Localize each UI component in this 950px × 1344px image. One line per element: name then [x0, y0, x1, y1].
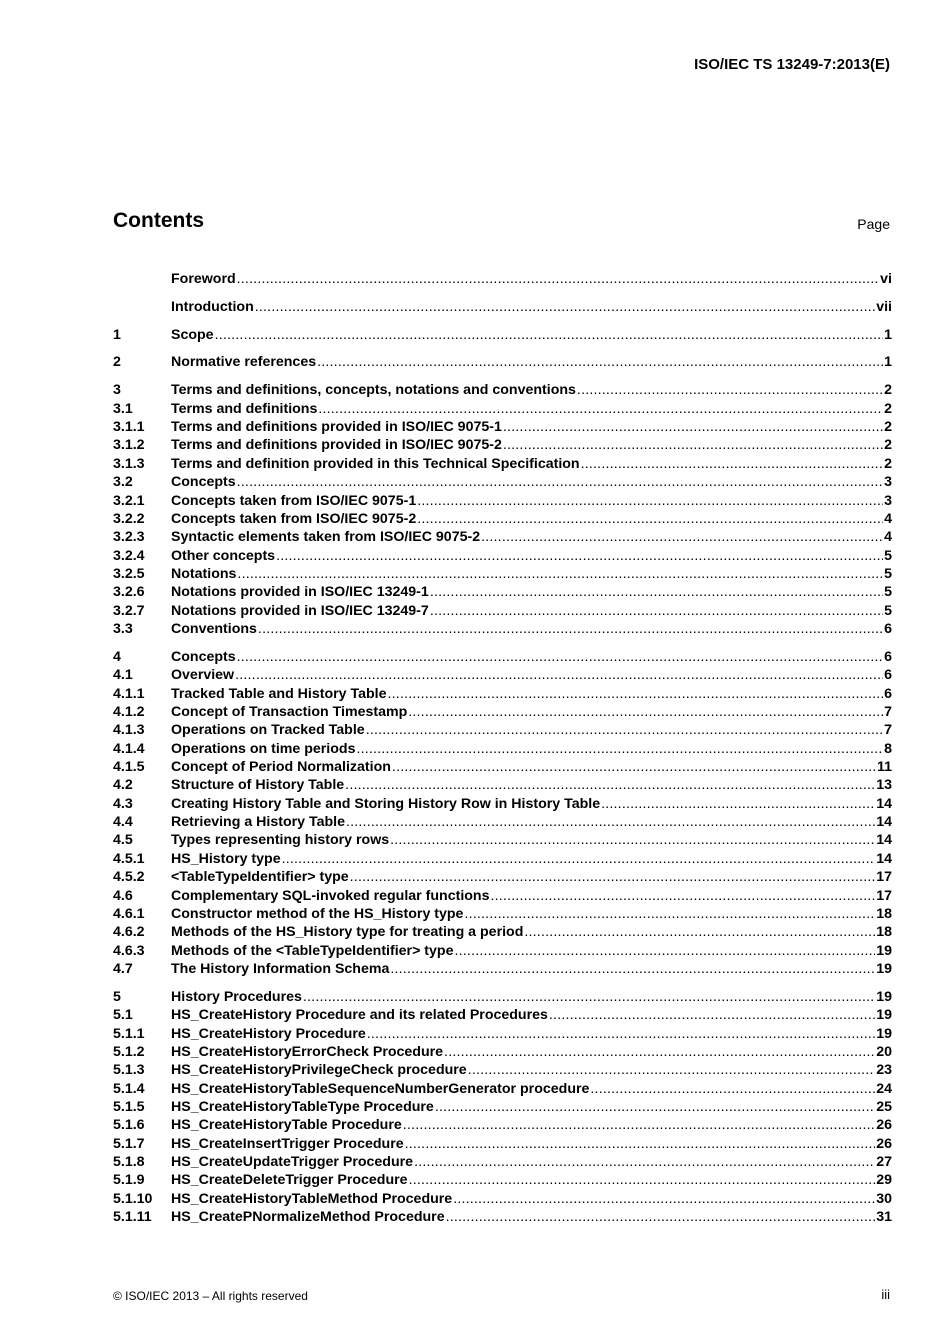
toc-entry-title: Operations on time periods — [171, 741, 356, 757]
toc-entry-number: 5.1.4 — [113, 1081, 145, 1097]
toc-entry-number: 4.1.4 — [113, 741, 145, 757]
toc-entry-number: 4.6.2 — [113, 924, 145, 940]
footer-page-number: iii — [881, 1287, 890, 1302]
toc-entry-page: 20 — [876, 1044, 892, 1060]
toc-entry[interactable] — [113, 1061, 892, 1079]
toc-entry[interactable] — [113, 492, 892, 510]
toc-entry-number: 4.6 — [113, 888, 133, 904]
toc-entry-title: Terms and definition provided in this Technical Specification — [171, 456, 580, 472]
toc-entry-number: 4.5.2 — [113, 869, 145, 885]
toc-dot-leader — [464, 905, 875, 923]
toc-dot-leader — [444, 1043, 875, 1061]
toc-entry-title: HS_CreateUpdateTrigger Procedure — [171, 1154, 414, 1170]
toc-entry-page: 23 — [876, 1062, 892, 1078]
toc-entry[interactable] — [113, 850, 892, 868]
toc-entry-page: 29 — [876, 1172, 892, 1188]
toc-entry[interactable] — [113, 942, 892, 960]
toc-entry-title: Normative references — [171, 354, 317, 370]
toc-entry[interactable] — [113, 455, 892, 473]
toc-entry[interactable] — [113, 381, 892, 399]
toc-entry-title: The History Information Schema — [171, 961, 390, 977]
toc-entry[interactable] — [113, 740, 892, 758]
toc-entry-title: HS_CreateHistoryTableSequenceNumberGenerator procedure — [171, 1081, 590, 1097]
toc-dot-leader — [601, 795, 875, 813]
toc-entry-number: 4.4 — [113, 814, 133, 830]
toc-entry-title: Notations provided in ISO/IEC 13249-1 — [171, 584, 429, 600]
toc-entry-page: 19 — [876, 943, 892, 959]
toc-entry-page: 19 — [876, 961, 892, 977]
toc-entry[interactable] — [113, 353, 892, 371]
toc-entry[interactable] — [113, 887, 892, 905]
toc-entry-number: 3.2.6 — [113, 584, 145, 600]
toc-entry[interactable] — [113, 1043, 892, 1061]
toc-entry-title: Scope — [171, 327, 214, 343]
toc-entry[interactable] — [113, 795, 892, 813]
toc-entry-page: 2 — [884, 419, 892, 435]
toc-entry-page: 5 — [884, 603, 892, 619]
toc-entry[interactable] — [113, 666, 892, 684]
toc-dot-leader — [405, 1135, 876, 1153]
toc-dot-leader — [403, 1116, 875, 1134]
toc-entry[interactable] — [113, 758, 892, 776]
toc-entry-number: 5.1.7 — [113, 1136, 145, 1152]
toc-dot-leader — [581, 455, 884, 473]
toc-dot-leader — [435, 1098, 875, 1116]
toc-entry-title: Terms and definitions provided in ISO/IEC 9075-1 — [171, 419, 502, 435]
toc-entry[interactable] — [113, 776, 892, 794]
toc-dot-leader — [390, 960, 875, 978]
toc-entry-number: 5.1.9 — [113, 1172, 145, 1188]
toc-entry-number: 5.1 — [113, 1007, 133, 1023]
toc-entry-page: 17 — [876, 869, 892, 885]
toc-entry-title: HS_CreateHistoryPrivilegeCheck procedure — [171, 1062, 467, 1078]
toc-dot-leader — [237, 648, 883, 666]
toc-entry-title: HS_CreateHistory Procedure and its related Procedures — [171, 1007, 548, 1023]
toc-entry[interactable] — [113, 988, 892, 1006]
toc-entry[interactable] — [113, 270, 892, 288]
toc-entry-number: 5.1.10 — [113, 1191, 153, 1207]
toc-entry[interactable] — [113, 1098, 892, 1116]
toc-entry-title: Concepts taken from ISO/IEC 9075-2 — [171, 511, 417, 527]
toc-entry[interactable] — [113, 298, 892, 316]
toc-entry-number: 4.1.5 — [113, 759, 145, 775]
toc-entry[interactable] — [113, 1208, 892, 1226]
toc-dot-leader — [388, 685, 884, 703]
toc-entry-title: Structure of History Table — [171, 777, 345, 793]
toc-entry-title: Terms and definitions provided in ISO/IEC 9075-2 — [171, 437, 502, 453]
toc-entry-number: 3.2 — [113, 474, 133, 490]
toc-entry-title: HS_CreateDeleteTrigger Procedure — [171, 1172, 408, 1188]
toc-dot-leader — [345, 776, 875, 794]
toc-entry-page: 18 — [876, 906, 892, 922]
toc-entry-title: Complementary SQL-invoked regular functions — [171, 888, 490, 904]
toc-entry-number: 3.2.2 — [113, 511, 145, 527]
toc-entry-page: 5 — [884, 548, 892, 564]
toc-dot-leader — [454, 942, 875, 960]
toc-entry-page: 26 — [876, 1117, 892, 1133]
toc-dot-leader — [235, 666, 883, 684]
contents-title: Contents — [113, 209, 204, 232]
toc-entry[interactable] — [113, 648, 892, 666]
toc-entry-number: 4.5.1 — [113, 851, 145, 867]
toc-entry-page: 11 — [877, 759, 892, 775]
toc-dot-leader — [317, 353, 883, 371]
toc-dot-leader — [414, 1153, 875, 1171]
toc-entry-number: 4.6.3 — [113, 943, 145, 959]
toc-entry-title: Notations provided in ISO/IEC 13249-7 — [171, 603, 429, 619]
toc-entry-page: 26 — [876, 1136, 892, 1152]
document-id: ISO/IEC TS 13249-7:2013(E) — [694, 56, 890, 73]
toc-entry[interactable] — [113, 1153, 892, 1171]
toc-entry-title: Introduction — [171, 299, 254, 315]
toc-entry-page: 14 — [876, 796, 892, 812]
toc-entry-page: 2 — [884, 401, 892, 417]
toc-entry-page: 5 — [884, 584, 892, 600]
toc-dot-leader — [356, 740, 883, 758]
toc-entry[interactable] — [113, 1006, 892, 1024]
toc-entry-page: 4 — [884, 529, 892, 545]
toc-entry-title: Concepts taken from ISO/IEC 9075-1 — [171, 493, 417, 509]
toc-dot-leader — [366, 721, 883, 739]
toc-entry-page: 3 — [884, 493, 892, 509]
toc-entry-page: 6 — [884, 649, 892, 665]
toc-entry-title: HS_CreateHistoryErrorCheck Procedure — [171, 1044, 444, 1060]
toc-entry-page: vi — [880, 271, 892, 287]
toc-entry-number: 5.1.1 — [113, 1026, 145, 1042]
toc-dot-leader — [417, 492, 883, 510]
toc-entry[interactable] — [113, 528, 892, 546]
toc-entry-number: 3.2.1 — [113, 493, 145, 509]
toc-entry-page: 3 — [884, 474, 892, 490]
toc-entry-title: History Procedures — [171, 989, 302, 1005]
toc-entry[interactable] — [113, 436, 892, 454]
toc-entry-title: Concept of Period Normalization — [171, 759, 391, 775]
toc-entry-title: Concepts — [171, 474, 236, 490]
toc-entry-page: 14 — [876, 832, 892, 848]
toc-entry-page: 8 — [884, 741, 892, 757]
toc-dot-leader — [481, 528, 883, 546]
toc-dot-leader — [276, 547, 883, 565]
toc-entry-number: 3.3 — [113, 621, 133, 637]
toc-entry[interactable] — [113, 547, 892, 565]
toc-entry-page: 2 — [884, 437, 892, 453]
toc-entry-title: <TableTypeIdentifier> type — [171, 869, 349, 885]
toc-entry-page: 2 — [884, 382, 892, 398]
toc-dot-leader — [491, 887, 876, 905]
toc-entry[interactable] — [113, 1171, 892, 1189]
toc-dot-leader — [549, 1006, 875, 1024]
toc-entry-number: 1 — [113, 327, 121, 343]
toc-dot-leader — [237, 270, 880, 288]
toc-entry-page: 25 — [876, 1099, 892, 1115]
toc-entry-title: Methods of the <TableTypeIdentifier> type — [171, 943, 454, 959]
toc-entry-page: 17 — [876, 888, 892, 904]
toc-entry-title: Types representing history rows — [171, 832, 390, 848]
toc-entry-title: HS_CreateHistory Procedure — [171, 1026, 366, 1042]
toc-entry-number: 3.1 — [113, 401, 133, 417]
toc-dot-leader — [258, 620, 883, 638]
toc-entry-title: HS_History type — [171, 851, 281, 867]
toc-dot-leader — [503, 418, 883, 436]
toc-dot-leader — [590, 1080, 875, 1098]
toc-dot-leader — [237, 565, 883, 583]
toc-entry-page: 6 — [884, 686, 892, 702]
toc-entry-number: 3.2.4 — [113, 548, 145, 564]
footer-copyright: © ISO/IEC 2013 – All rights reserved — [113, 1289, 308, 1303]
toc-entry[interactable] — [113, 620, 892, 638]
toc-dot-leader — [237, 473, 883, 491]
toc-entry-title: HS_CreatePNormalizeMethod Procedure — [171, 1209, 445, 1225]
toc-entry-title: Methods of the HS_History type for treating a period — [171, 924, 524, 940]
toc-entry-title: Foreword — [171, 271, 236, 287]
toc-entry[interactable] — [113, 721, 892, 739]
toc-entry-page: 14 — [876, 851, 892, 867]
toc-dot-leader — [503, 436, 883, 454]
toc-dot-leader — [390, 831, 875, 849]
toc-entry[interactable] — [113, 1135, 892, 1153]
toc-entry[interactable] — [113, 703, 892, 721]
toc-entry-title: HS_CreateHistoryTable Procedure — [171, 1117, 402, 1133]
toc-entry-number: 4.6.1 — [113, 906, 145, 922]
toc-entry[interactable] — [113, 905, 892, 923]
toc-dot-leader — [346, 813, 875, 831]
toc-entry-page: 1 — [884, 327, 892, 343]
toc-entry-title: Conventions — [171, 621, 257, 637]
toc-entry-number: 2 — [113, 354, 121, 370]
toc-entry-number: 3.1.3 — [113, 456, 145, 472]
toc-entry-title: Concept of Transaction Timestamp — [171, 704, 408, 720]
toc-entry[interactable] — [113, 1190, 892, 1208]
toc-entry[interactable] — [113, 831, 892, 849]
toc-entry-title: Other concepts — [171, 548, 276, 564]
toc-entry-page: 6 — [884, 667, 892, 683]
toc-entry-number: 3 — [113, 382, 121, 398]
toc-entry-page: 27 — [876, 1154, 892, 1170]
toc-entry[interactable] — [113, 400, 892, 418]
toc-entry-page: 5 — [884, 566, 892, 582]
toc-dot-leader — [430, 602, 883, 620]
toc-dot-leader — [409, 1171, 876, 1189]
toc-dot-leader — [350, 868, 876, 886]
toc-entry-page: 24 — [876, 1081, 892, 1097]
toc-entry-page: 19 — [876, 1026, 892, 1042]
toc-entry-title: Retrieving a History Table — [171, 814, 345, 830]
toc-entry[interactable] — [113, 418, 892, 436]
toc-entry-title: Constructor method of the HS_History type — [171, 906, 464, 922]
toc-dot-leader — [446, 1208, 876, 1226]
toc-entry[interactable] — [113, 1080, 892, 1098]
toc-entry-number: 5.1.5 — [113, 1099, 145, 1115]
toc-entry-title: Concepts — [171, 649, 236, 665]
toc-dot-leader — [408, 703, 883, 721]
toc-entry-page: 19 — [876, 989, 892, 1005]
toc-entry-title: Creating History Table and Storing History Row in History Table — [171, 796, 601, 812]
toc-entry-number: 3.1.1 — [113, 419, 145, 435]
toc-entry-number: 5.1.11 — [113, 1209, 152, 1225]
toc-entry-title: Syntactic elements taken from ISO/IEC 9075-2 — [171, 529, 481, 545]
toc-entry-page: 4 — [884, 511, 892, 527]
toc-entry-page: 18 — [876, 924, 892, 940]
toc-entry-page: 14 — [876, 814, 892, 830]
toc-entry[interactable] — [113, 565, 892, 583]
toc-entry-title: Terms and definitions, concepts, notations and conventions — [171, 382, 576, 398]
toc-entry[interactable] — [113, 583, 892, 601]
toc-dot-leader — [282, 850, 876, 868]
toc-dot-leader — [417, 510, 883, 528]
toc-entry[interactable] — [113, 813, 892, 831]
toc-entry-title: HS_CreateInsertTrigger Procedure — [171, 1136, 404, 1152]
toc-entry-page: 6 — [884, 621, 892, 637]
toc-entry[interactable] — [113, 685, 892, 703]
toc-entry[interactable] — [113, 1116, 892, 1134]
toc-entry[interactable] — [113, 602, 892, 620]
toc-entry-page: 30 — [876, 1191, 892, 1207]
toc-dot-leader — [468, 1061, 876, 1079]
toc-entry-title: HS_CreateHistoryTableType Procedure — [171, 1099, 434, 1115]
toc-entry-number: 4.3 — [113, 796, 133, 812]
toc-entry-number: 4.1.3 — [113, 722, 145, 738]
toc-dot-leader — [430, 583, 883, 601]
toc-entry[interactable] — [113, 1025, 892, 1043]
toc-entry-title: Overview — [171, 667, 235, 683]
toc-entry-title: Tracked Table and History Table — [171, 686, 387, 702]
toc-entry-title: Operations on Tracked Table — [171, 722, 365, 738]
toc-dot-leader — [303, 988, 875, 1006]
toc-entry-number: 4 — [113, 649, 121, 665]
toc-entry-number: 4.1.2 — [113, 704, 145, 720]
toc-entry-page: 7 — [884, 722, 892, 738]
toc-dot-leader — [392, 758, 876, 776]
toc-entry-number: 3.1.2 — [113, 437, 145, 453]
toc-entry[interactable] — [113, 868, 892, 886]
toc-entry-page: 31 — [876, 1209, 892, 1225]
toc-entry-number: 3.2.5 — [113, 566, 145, 582]
toc-entry-page: 7 — [884, 704, 892, 720]
toc-dot-leader — [318, 400, 883, 418]
toc-entry-number: 5.1.3 — [113, 1062, 145, 1078]
toc-dot-leader — [453, 1190, 875, 1208]
toc-entry-number: 3.2.7 — [113, 603, 145, 619]
toc-dot-leader — [215, 326, 884, 344]
toc-entry[interactable] — [113, 326, 892, 344]
toc-entry-number: 4.7 — [113, 961, 133, 977]
toc-entry-number: 4.1 — [113, 667, 133, 683]
toc-entry-number: 5.1.6 — [113, 1117, 145, 1133]
toc-entry-title: Notations — [171, 566, 237, 582]
page-column-label: Page — [857, 216, 890, 232]
toc-dot-leader — [577, 381, 883, 399]
toc-entry-title: HS_CreateHistoryTableMethod Procedure — [171, 1191, 453, 1207]
toc-entry-page: vii — [876, 299, 892, 315]
toc-entry[interactable] — [113, 510, 892, 528]
toc-entry-number: 5 — [113, 989, 121, 1005]
toc-entry-number: 5.1.2 — [113, 1044, 145, 1060]
toc-entry-number: 5.1.8 — [113, 1154, 145, 1170]
toc-entry-number: 4.1.1 — [113, 686, 145, 702]
toc-dot-leader — [524, 923, 875, 941]
toc-entry[interactable] — [113, 473, 892, 491]
toc-entry-page: 13 — [876, 777, 892, 793]
toc-entry-number: 4.5 — [113, 832, 133, 848]
toc-entry-page: 19 — [876, 1007, 892, 1023]
toc-dot-leader — [367, 1025, 875, 1043]
toc-entry[interactable] — [113, 960, 892, 978]
toc-entry-number: 4.2 — [113, 777, 133, 793]
toc-entry-number: 3.2.3 — [113, 529, 145, 545]
toc-entry[interactable] — [113, 923, 892, 941]
toc-dot-leader — [255, 298, 875, 316]
toc-entry-page: 1 — [884, 354, 892, 370]
toc-entry-page: 2 — [884, 456, 892, 472]
toc-entry-title: Terms and definitions — [171, 401, 318, 417]
